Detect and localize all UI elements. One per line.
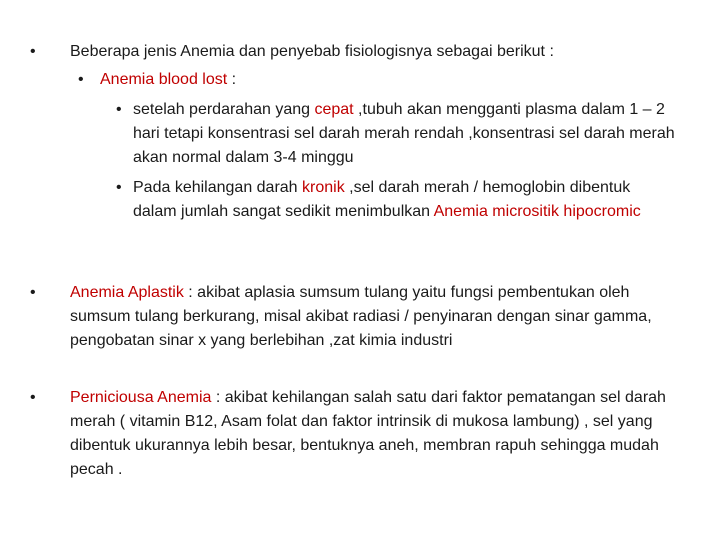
text-run: : akibat aplasia sumsum tulang yaitu fungsi pembentukan oleh sumsum tulang berkurang, misal akibat radiasi / penyinaran dengan sinar gamma, pengobatan sinar x yang berlebihan ,zat kimia industri [70, 284, 652, 349]
text-run: setelah perdarahan yang [133, 101, 315, 118]
bullet-icon: • [116, 179, 122, 196]
text-run: : akibat kehilangan salah satu dari faktor pematangan sel darah merah ( vitamin B12, Asam folat dan faktor intrinsik di mukosa lambung) , sel yang dibentuk ukurannya lebih besar, bentuknya aneh, membran rapuh sehingga mudah pecah . [70, 389, 666, 478]
highlight-term: Perniciousa Anemia [70, 389, 212, 406]
text-run: Pada kehilangan darah [133, 179, 303, 196]
highlight-term: Anemia Aplastik [70, 284, 184, 301]
text-run: ,tubuh akan mengganti plasma dalam 1 – 2 hari tetapi konsentrasi sel darah merah rendah ,konsentrasi sel darah merah akan normal dalam 3-4 minggu [133, 101, 675, 166]
bullet-icon: • [116, 101, 122, 118]
bullet-item-perdarahan-cepat [116, 98, 676, 170]
text-run: Beberapa jenis Anemia dan penyebab fisiologisnya sebagai berikut : [70, 43, 554, 60]
bullet-item-kehilangan-kronik [116, 176, 676, 224]
bullet-text [100, 68, 688, 92]
bullet-item-anemia-aplastik [30, 281, 690, 353]
bullet-item-anemia-blood-lost [78, 68, 688, 92]
bullet-icon: • [30, 284, 36, 301]
text-run: ,sel darah merah / hemoglobin dibentuk dalam jumlah sangat sedikit menimbulkan [133, 179, 631, 220]
highlight-term: Anemia blood lost [100, 71, 228, 88]
highlight-term: Anemia micrositik hipocromic [433, 203, 641, 220]
bullet-text [133, 98, 676, 170]
bullet-text [70, 40, 690, 64]
text-run: : [227, 71, 237, 88]
bullet-item-perniciousa-anemia [30, 386, 690, 482]
highlight-term: kronik [302, 179, 345, 196]
bullet-item-jenis-anemia [30, 40, 690, 64]
bullet-text [133, 176, 676, 224]
highlight-term: cepat [314, 101, 354, 118]
bullet-icon: • [78, 71, 84, 88]
bullet-text [70, 386, 690, 482]
bullet-text [70, 281, 690, 353]
bullet-icon: • [30, 43, 36, 60]
bullet-icon: • [30, 389, 36, 406]
